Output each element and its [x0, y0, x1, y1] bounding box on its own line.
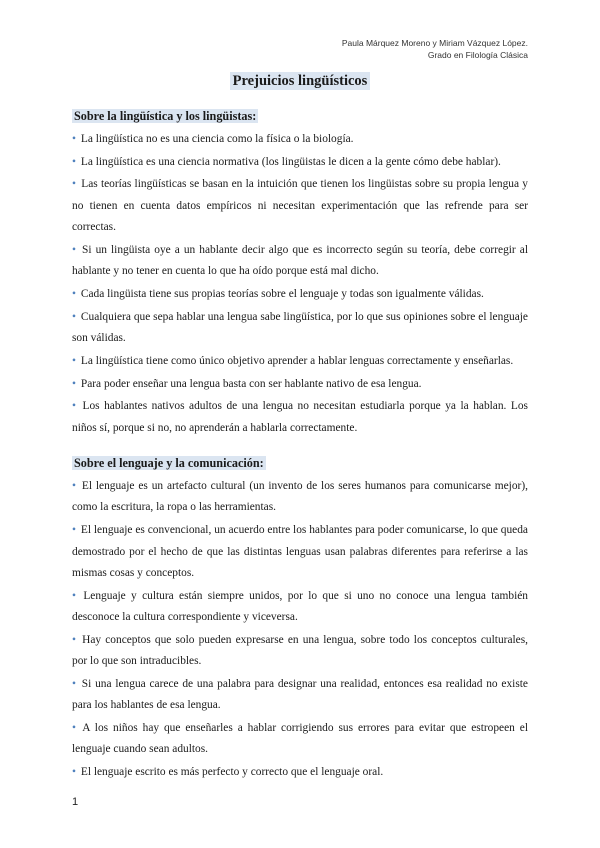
bullet-icon: •	[72, 722, 76, 735]
bullet-icon: •	[72, 288, 76, 301]
list-item: • Si un lingüista oye a un hablante decir algo que es incorrecto según su teoría, debe corregir al hablante y no tener en cuenta lo que ha oído porque está mal dicho.	[72, 243, 528, 278]
bullet-icon: •	[72, 133, 76, 145]
document-title: Prejuicios lingüísticos	[230, 72, 371, 90]
page-number: 1	[72, 796, 79, 808]
list-item: • El lenguaje escrito es más perfecto y correcto que el lenguaje oral.	[72, 766, 384, 779]
bullet-icon: •	[72, 633, 76, 646]
bullet-icon: •	[72, 480, 76, 493]
list-item: • A los niños hay que enseñarles a hablar corrigiendo sus errores para evitar que estropeen el lenguaje cuando sean adultos.	[72, 722, 528, 756]
bullet-icon: •	[72, 766, 76, 779]
list-item: • Para poder enseñar una lengua basta con ser hablante nativo de esa lengua.	[72, 377, 422, 390]
section-language-communication	[72, 453, 528, 783]
bullet-icon: •	[72, 155, 76, 168]
list-item: • Las teorías lingüísticas se basan en la intuición que tienen los lingüistas sobre su propia lengua y no tienen en cuenta datos empíricos ni necesitan experimentación que las refrende para ser correctas.	[72, 178, 528, 234]
bullet-icon: •	[72, 354, 76, 367]
list-item: • Hay conceptos que solo pueden expresarse en una lengua, sobre todo los conceptos culturales, por lo que son intraducibles.	[72, 633, 528, 668]
list-item: • Cada lingüista tiene sus propias teorías sobre el lenguaje y todas son igualmente válidas.	[72, 288, 484, 301]
list-item: • La lingüística no es una ciencia como la física o la biología.	[72, 133, 354, 145]
page-header	[342, 37, 528, 61]
bullet-icon: •	[72, 524, 76, 537]
bullet-icon: •	[72, 310, 76, 323]
bullet-icon: •	[72, 589, 76, 602]
list-item: • El lenguaje es convencional, un acuerdo entre los hablantes para poder comunicarse, lo que queda demostrado por el hecho de que las distintas lenguas usan palabras diferentes para referirse a las mismas cosas y conceptos.	[72, 524, 528, 579]
list-item: • Cualquiera que sepa hablar una lengua sabe lingüística, por lo que sus opiniones sobre el lenguaje son válidas.	[72, 310, 528, 345]
bullet-icon: •	[72, 400, 76, 413]
bullet-icon: •	[72, 677, 76, 690]
bullet-icon: •	[72, 243, 76, 256]
list-item: • La lingüística es una ciencia normativa (los lingüistas le dicen a la gente cómo debe hablar).	[72, 155, 501, 168]
list-item: • Los hablantes nativos adultos de una lengua no necesitan estudiarla porque ya la hablan. Los niños sí, porque si no, no aprenderán a hablarla correctamente.	[72, 400, 528, 434]
list-item: • El lenguaje es un artefacto cultural (un invento de los seres humanos para comunicarse mejor), como la escritura, la ropa o las herramientas.	[72, 480, 528, 514]
section-heading: Sobre el lenguaje y la comunicación:	[74, 456, 264, 471]
bullet-icon: •	[72, 178, 76, 191]
list-item: • Lenguaje y cultura están siempre unidos, por lo que si uno no conoce una lengua también desconoce la cultura correspondiente y viceversa.	[72, 589, 528, 624]
section-heading: Sobre la lingüística y los lingüistas:	[74, 109, 257, 123]
document-body	[72, 106, 528, 785]
header-degree: Grado en Filología Clásica	[427, 50, 528, 60]
header-authors: Paula Márquez Moreno y Miriam Vázquez López.	[341, 38, 528, 48]
bullet-icon: •	[72, 377, 76, 390]
list-item: • Si una lengua carece de una palabra para designar una realidad, entonces esa realidad no existe para los hablantes de esa lengua.	[72, 677, 528, 712]
list-item: • La lingüística tiene como único objetivo aprender a hablar lenguas correctamente y enseñarlas.	[72, 354, 514, 367]
section-linguistics	[72, 106, 528, 439]
document-title-container	[0, 72, 600, 90]
